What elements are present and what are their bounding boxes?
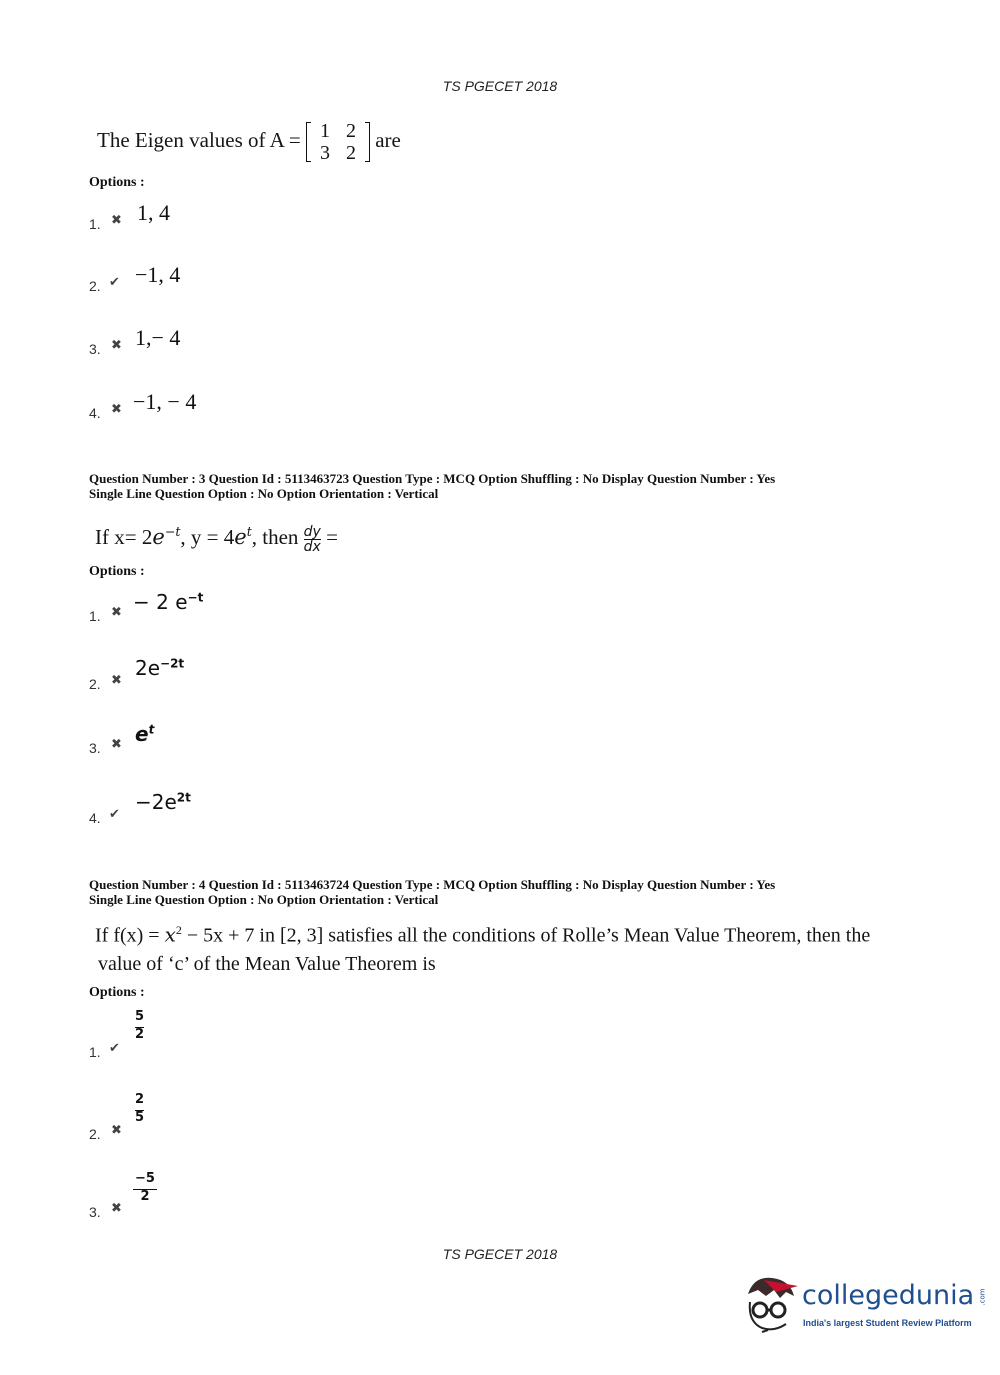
q4-question-text <box>95 916 870 978</box>
q3-text-part: , y = 4 <box>180 525 235 549</box>
page-footer: TS PGECET 2018 <box>442 1246 558 1262</box>
option-number: 1. <box>89 216 101 232</box>
q3-text-part: , then <box>251 525 299 549</box>
q4-line-1 <box>95 916 870 950</box>
q3-text-part: = <box>326 525 338 549</box>
option-fraction <box>135 1093 144 1125</box>
option-fraction <box>133 1172 157 1204</box>
q4-text-part: 2 <box>175 923 182 937</box>
q4-line-2: value of ‘c’ of the Mean Value Theorem is <box>98 952 436 975</box>
q2-matrix <box>306 120 370 164</box>
q4-meta-line-1: Question Number : 4 Question Id : 5113463724 Question Type : MCQ Option Shuffling : No Display Question Number : Yes <box>89 877 776 892</box>
q3-text-part: e <box>234 525 247 549</box>
fraction-numerator: −5 <box>135 1171 155 1186</box>
fraction-numerator: dy <box>303 523 321 540</box>
option-number: 1. <box>89 1044 101 1060</box>
option-value: −1, 4 <box>135 262 181 287</box>
matrix-cell: 3 <box>319 142 330 165</box>
q4-text-part: If f(x) = <box>95 924 160 947</box>
logo-suffix: .com <box>978 1287 987 1306</box>
correct-check-icon: ✔ <box>109 806 120 821</box>
option-base: e <box>135 722 149 746</box>
option-exponent: t <box>148 722 155 737</box>
matrix-cell: 2 <box>345 120 356 143</box>
fraction-numerator: 5 <box>135 1009 145 1024</box>
fraction-denominator: 2 <box>135 1027 145 1042</box>
option-number: 2. <box>89 278 101 294</box>
option-value: 1,− 4 <box>135 325 181 350</box>
q3-options-label: Options : <box>89 564 145 579</box>
wrong-mark-icon: ✖ <box>111 337 122 352</box>
wrong-mark-icon: ✖ <box>111 212 122 227</box>
q3-meta-line-1: Question Number : 3 Question Id : 5113463723 Question Type : MCQ Option Shuffling : No Display Question Number : Yes <box>89 471 776 486</box>
logo-name: collegedunia <box>802 1280 975 1311</box>
option-exponent: −t <box>187 590 204 605</box>
option-number: 2. <box>89 676 101 692</box>
q2-options-label: Options : <box>89 175 145 190</box>
option-base: −2e <box>135 790 177 814</box>
correct-check-icon: ✔ <box>109 1040 120 1055</box>
q2-text-suffix: are <box>375 128 401 152</box>
option-exponent: −2t <box>160 656 185 671</box>
wrong-mark-icon: ✖ <box>111 1200 122 1215</box>
q3-question-text <box>95 512 338 557</box>
q3-meta-line-2: Single Line Question Option : No Option Orientation : Vertical <box>89 486 439 501</box>
option-number: 3. <box>89 1204 101 1220</box>
option-number: 2. <box>89 1126 101 1142</box>
q3-text-part: If x= 2 <box>95 525 153 549</box>
option-value <box>135 722 154 746</box>
option-number: 4. <box>89 810 101 826</box>
wrong-mark-icon: ✖ <box>111 736 122 751</box>
option-value: 1, 4 <box>137 200 170 225</box>
fraction-numerator: 2 <box>135 1092 145 1107</box>
option-fraction <box>135 1010 144 1042</box>
logo-wordmark <box>802 1280 991 1311</box>
option-value <box>135 656 184 680</box>
option-value: −1, − 4 <box>133 389 197 414</box>
option-number: 1. <box>89 608 101 624</box>
option-base: 2e <box>135 656 161 680</box>
mascot-icon <box>740 1272 802 1334</box>
fraction-denominator: 2 <box>133 1189 157 1204</box>
option-value <box>135 790 191 814</box>
matrix-cell: 2 <box>345 142 356 165</box>
option-number: 3. <box>89 341 101 357</box>
page-header: TS PGECET 2018 <box>442 78 558 94</box>
q3-text-part: t <box>246 524 252 539</box>
q4-meta <box>89 877 775 907</box>
q4-options-label: Options : <box>89 985 145 1000</box>
fraction-denominator: 5 <box>135 1110 145 1125</box>
logo-tagline: India's largest Student Review Platform <box>803 1318 972 1328</box>
q3-text-part: e <box>152 525 165 549</box>
q4-text-part: x <box>164 922 176 947</box>
q4-text-part: − 5x + 7 in [2, 3] satisfies all the conditions of Rolle’s Mean Value Theorem, then the <box>181 924 871 947</box>
wrong-mark-icon: ✖ <box>111 1122 122 1137</box>
q3-meta <box>89 471 775 501</box>
wrong-mark-icon: ✖ <box>111 672 122 687</box>
dy-dx-fraction <box>304 525 321 554</box>
wrong-mark-icon: ✖ <box>111 604 122 619</box>
option-base: − 2 e <box>133 590 188 614</box>
correct-check-icon: ✔ <box>109 274 120 289</box>
fraction-denominator: dx <box>303 538 321 555</box>
q4-meta-line-2: Single Line Question Option : No Option Orientation : Vertical <box>89 892 439 907</box>
option-exponent: 2t <box>176 790 191 805</box>
q3-text-part: −t <box>164 524 181 539</box>
option-number: 4. <box>89 405 101 421</box>
option-value <box>133 590 203 614</box>
wrong-mark-icon: ✖ <box>111 401 122 416</box>
q2-question-text <box>97 114 401 166</box>
matrix-cell: 1 <box>319 120 330 143</box>
collegedunia-logo <box>740 1268 987 1338</box>
q2-text-prefix: The Eigen values of A = <box>97 128 301 152</box>
option-number: 3. <box>89 740 101 756</box>
